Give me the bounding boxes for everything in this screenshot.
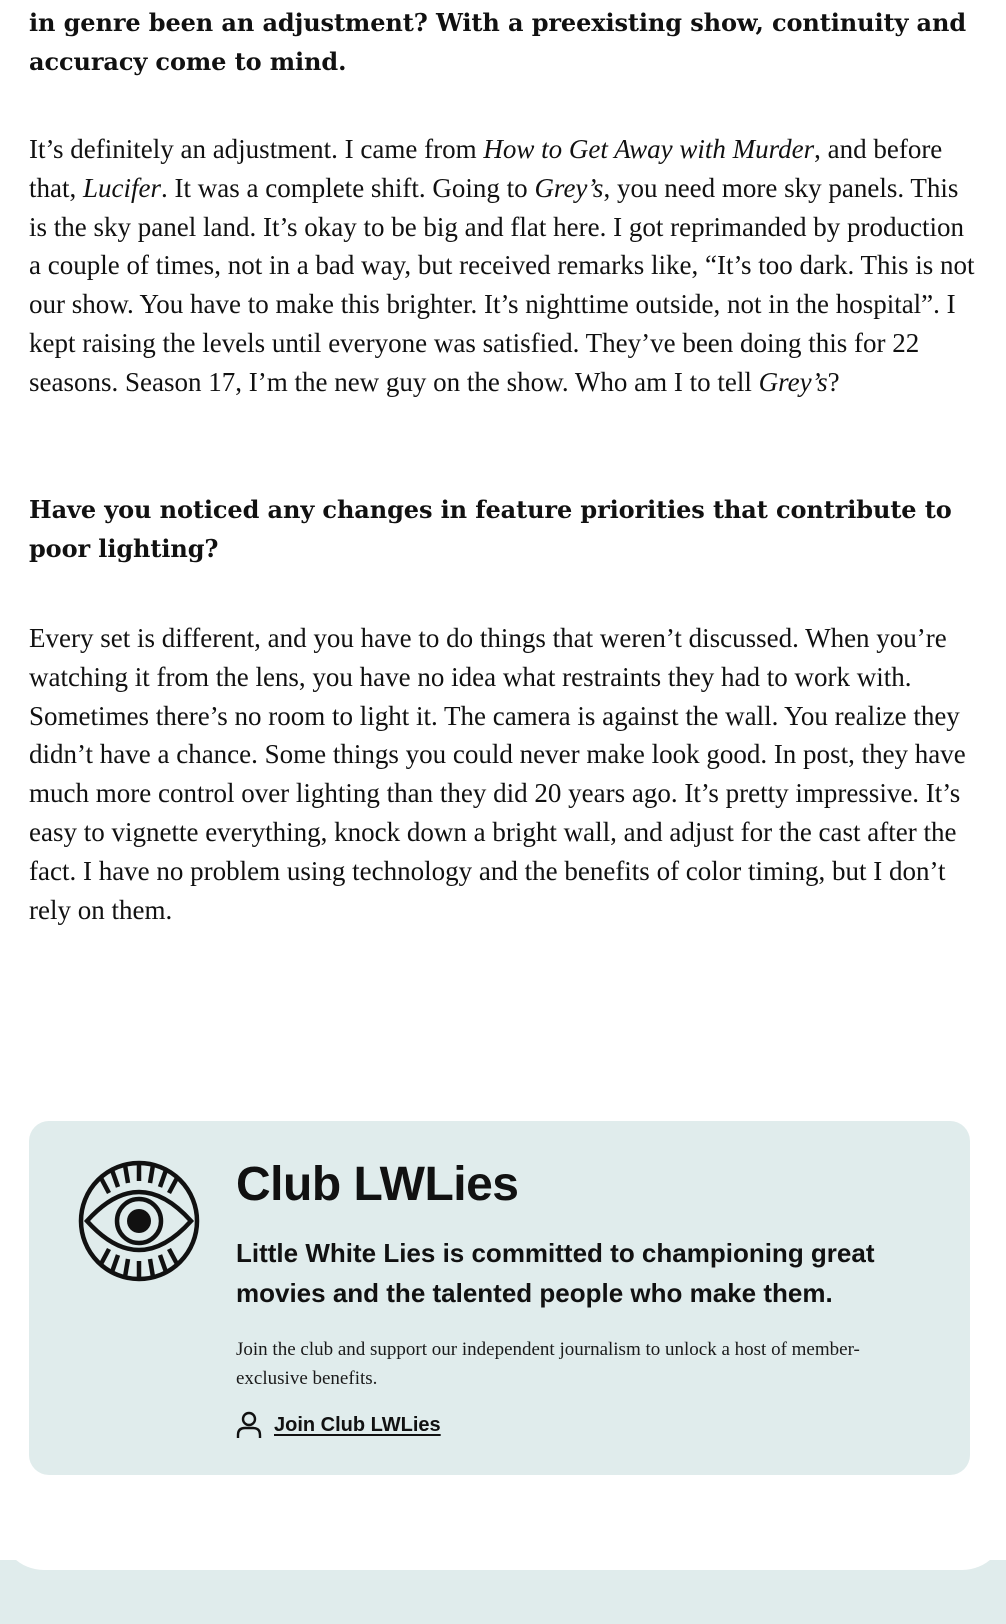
club-promo-card [29, 1121, 970, 1475]
interview-answer: Every set is different, and you have to do things that weren’t discussed. When you’re watching it from the lens, you have no idea what restraints they had to work with. Sometimes there’s no room to light it. The camera is against the wall. You realize they didn’t have a chance. Some things you could never make look good. In post, they have much more control over lighting than they did 20 years ago. It’s pretty impressive. It’s easy to vignette everything, knock down a bright wall, and adjust for the cast after the fact. I have no problem using technology and the benefits of color timing, but I don’t rely on them. [29, 623, 966, 925]
user-icon [236, 1411, 262, 1439]
show-title: How to Get Away with Murder [483, 134, 815, 164]
answer-text: ? [827, 366, 840, 397]
interview-question: Have you noticed any changes in feature priorities that contribute to poor lighting? [29, 495, 952, 563]
answer-text: . It was a complete shift. Going to [161, 172, 535, 203]
answer-text: It’s definitely an adjustment. I came from [29, 134, 484, 164]
eye-icon [77, 1159, 201, 1283]
answer-text: , and before that, [29, 134, 943, 203]
join-club-label: Join Club LWLies [274, 1413, 441, 1436]
interview-answer [29, 130, 975, 402]
show-title: Lucifer [83, 172, 161, 203]
club-description: Join the club and support our independent journalism to unlock a host of member-exclusive benefits. [236, 1339, 860, 1389]
club-tagline: Little White Lies is committed to championing great movies and the talented people who make them. [236, 1238, 875, 1308]
club-content [236, 1157, 926, 1439]
answer-text: , you need more sky panels. This is the sky panel land. It’s okay to be big and flat here. I got reprimanded by production a couple of times, not in a bad way, but received remarks like, “It’s too dark. This is not our show. You have to make this brighter. It’s nighttime outside, not in the hospital”. I kept raising the levels until everyone was satisfied. They’ve been doing this for 22 seasons. Season 17, I’m the new guy on the show. Who am I to tell [29, 172, 975, 397]
join-club-link[interactable] [236, 1411, 926, 1439]
interview-question: in genre been an adjustment? With a preexisting show, continuity and accuracy come to mind. [29, 8, 967, 76]
club-title: Club LWLies [236, 1158, 519, 1211]
show-title: Grey’s [534, 172, 604, 203]
show-title: Grey’s [758, 366, 828, 397]
page-bottom-edge [0, 1510, 1006, 1570]
